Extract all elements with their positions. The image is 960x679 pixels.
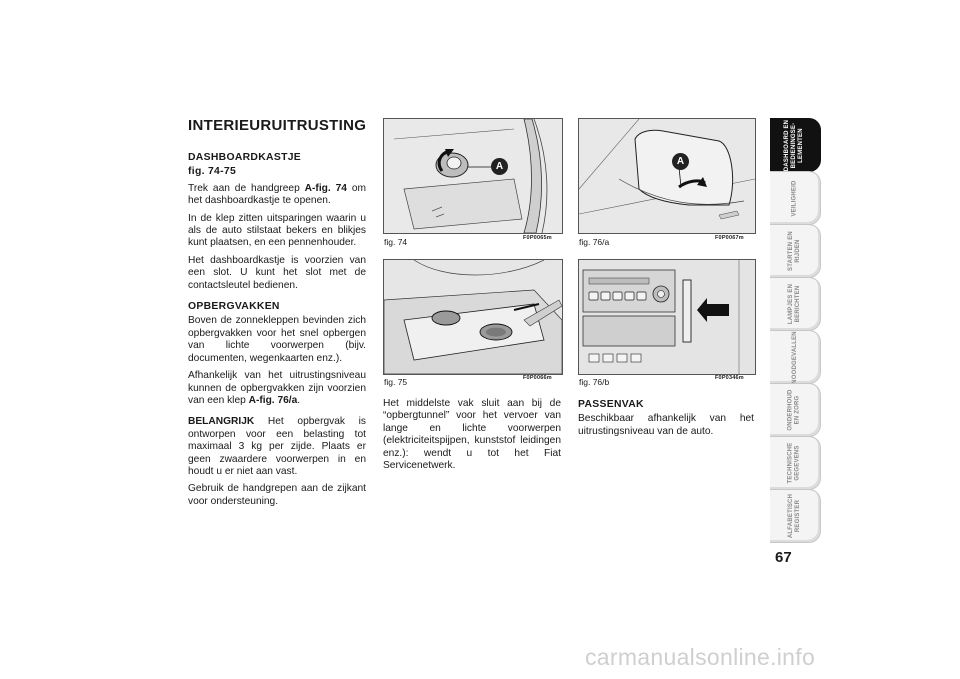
text: om het dashboardkastje te openen.: [188, 182, 366, 207]
figure-76a-overhead-storage: [578, 118, 756, 234]
tab-label: STARTEN EN RIJDEN: [787, 231, 801, 271]
text: .: [297, 394, 301, 406]
tab-label: VEILIGHEID: [791, 179, 798, 217]
figure-74-glovebox-handle: [383, 118, 563, 234]
figure-75-glovebox-open: [383, 259, 563, 375]
tab-alfabetisch-register[interactable]: [770, 489, 821, 543]
tab-label: ONDERHOUD EN ZORG: [787, 389, 801, 431]
page-title: INTERIEURUITRUSTING: [188, 117, 367, 134]
page-number: 67: [775, 549, 792, 566]
tab-lampjes-en-berichten[interactable]: [770, 277, 821, 331]
figure-caption: fig. 76/a: [579, 237, 610, 247]
heading-opbergvakken: OPBERGVAKKEN: [188, 301, 280, 313]
tab-starten-en-rijden[interactable]: [770, 224, 821, 278]
column-dashboard-storage: [188, 152, 366, 513]
tab-label: DASHBOARD EN BEDIENINGSE- LEMENTEN: [784, 119, 805, 171]
figure-reference: A-fig. 76/a: [248, 394, 298, 406]
card-holder-illustration: [579, 260, 755, 374]
figure-caption: fig. 74: [384, 237, 408, 247]
watermark: carmanualsonline.info: [585, 644, 816, 670]
tab-label: ALFABETISCH REGISTER: [787, 493, 801, 539]
paragraph-cupholders: In de klep zitten uitsparingen waarin u als de auto stilstaat bekers en blikjes kunt plaatsen, en een pennenhouder.: [188, 212, 366, 249]
paragraph-handle: [188, 183, 366, 208]
column-tunnel-text: [383, 398, 561, 477]
heading-dashboardkastje: DASHBOARDKASTJE: [188, 152, 302, 163]
figure-code: F0P0066m: [523, 375, 552, 381]
paragraph-flap: [188, 370, 366, 407]
figure-caption: fig. 75: [384, 377, 408, 387]
figure-code: F0P0346m: [715, 375, 744, 381]
tab-noodgevallen[interactable]: [770, 330, 821, 384]
tab-label: NOODGEVALLEN: [791, 330, 798, 384]
heading-passenvak: PASSENVAK: [578, 399, 644, 410]
paragraph-lock: Het dashboardkastje is voorzien van een slot. U kunt het slot met de contactsleutel bedienen.: [188, 254, 366, 291]
tab-onderhoud-en-zorg[interactable]: [770, 383, 821, 437]
paragraph-sunvisor-storage: Boven de zonnekleppen bevinden zich opbergvakken voor het snel opbergen van lichte voorwerpen (bijv. documenten, wegenkaarten enz.).: [188, 315, 366, 364]
figure-76b-card-holder: [578, 259, 756, 375]
figure-reference: A-fig. 74: [304, 182, 347, 194]
tab-label: TECHNISCHE GEGEVENS: [787, 442, 801, 484]
cupholder-illustration: [384, 260, 562, 374]
text: Trek aan de handgreep: [188, 182, 305, 194]
tab-veiligheid[interactable]: [770, 171, 821, 225]
heading-dashboardkastje-figref: fig. 74-75: [188, 166, 237, 178]
column-card-holder-text: [578, 399, 754, 443]
glovebox-illustration: [384, 119, 562, 233]
overhead-flap-illustration: [579, 119, 755, 233]
callout-marker-a: A: [491, 158, 508, 175]
tab-dashboard[interactable]: [770, 118, 821, 172]
paragraph-handles: Gebruik de handgrepen aan de zijkant voor ondersteuning.: [188, 483, 366, 507]
callout-marker-a: A: [672, 153, 689, 170]
figure-caption: fig. 76/b: [579, 377, 610, 387]
text: Afhankelijk van het uitrustingsniveau kunnen de opbergvakken zijn voorzien van een klep: [188, 370, 366, 406]
warning-label: BELANGRIJK: [188, 416, 255, 428]
paragraph-tunnel: Het middelste vak sluit aan bij de “opbergtunnel” voor het vervoer van lange en lichte voorwerpen (elektriciteitspijpen, kunststof leidingen enz.): wendt u tot het Fiat Servicenetwerk.: [383, 398, 561, 472]
paragraph-card-holder: Beschikbaar afhankelijk van het uitrustingsniveau van de auto.: [578, 413, 754, 437]
figure-code: F0P0065m: [523, 235, 552, 241]
tab-label: LAMPJES EN BERICHTEN: [788, 283, 801, 325]
figure-code: F0P0067m: [715, 235, 744, 241]
tab-technische-gegevens[interactable]: [770, 436, 821, 490]
warning-text: Het opbergvak is ontworpen voor een belasting tot maximaal 3 kg per zijde. Plaats er geen zwaardere voorwerpen in en houdt u er niet aan vast.: [188, 416, 366, 477]
paragraph-warning: [188, 416, 366, 478]
